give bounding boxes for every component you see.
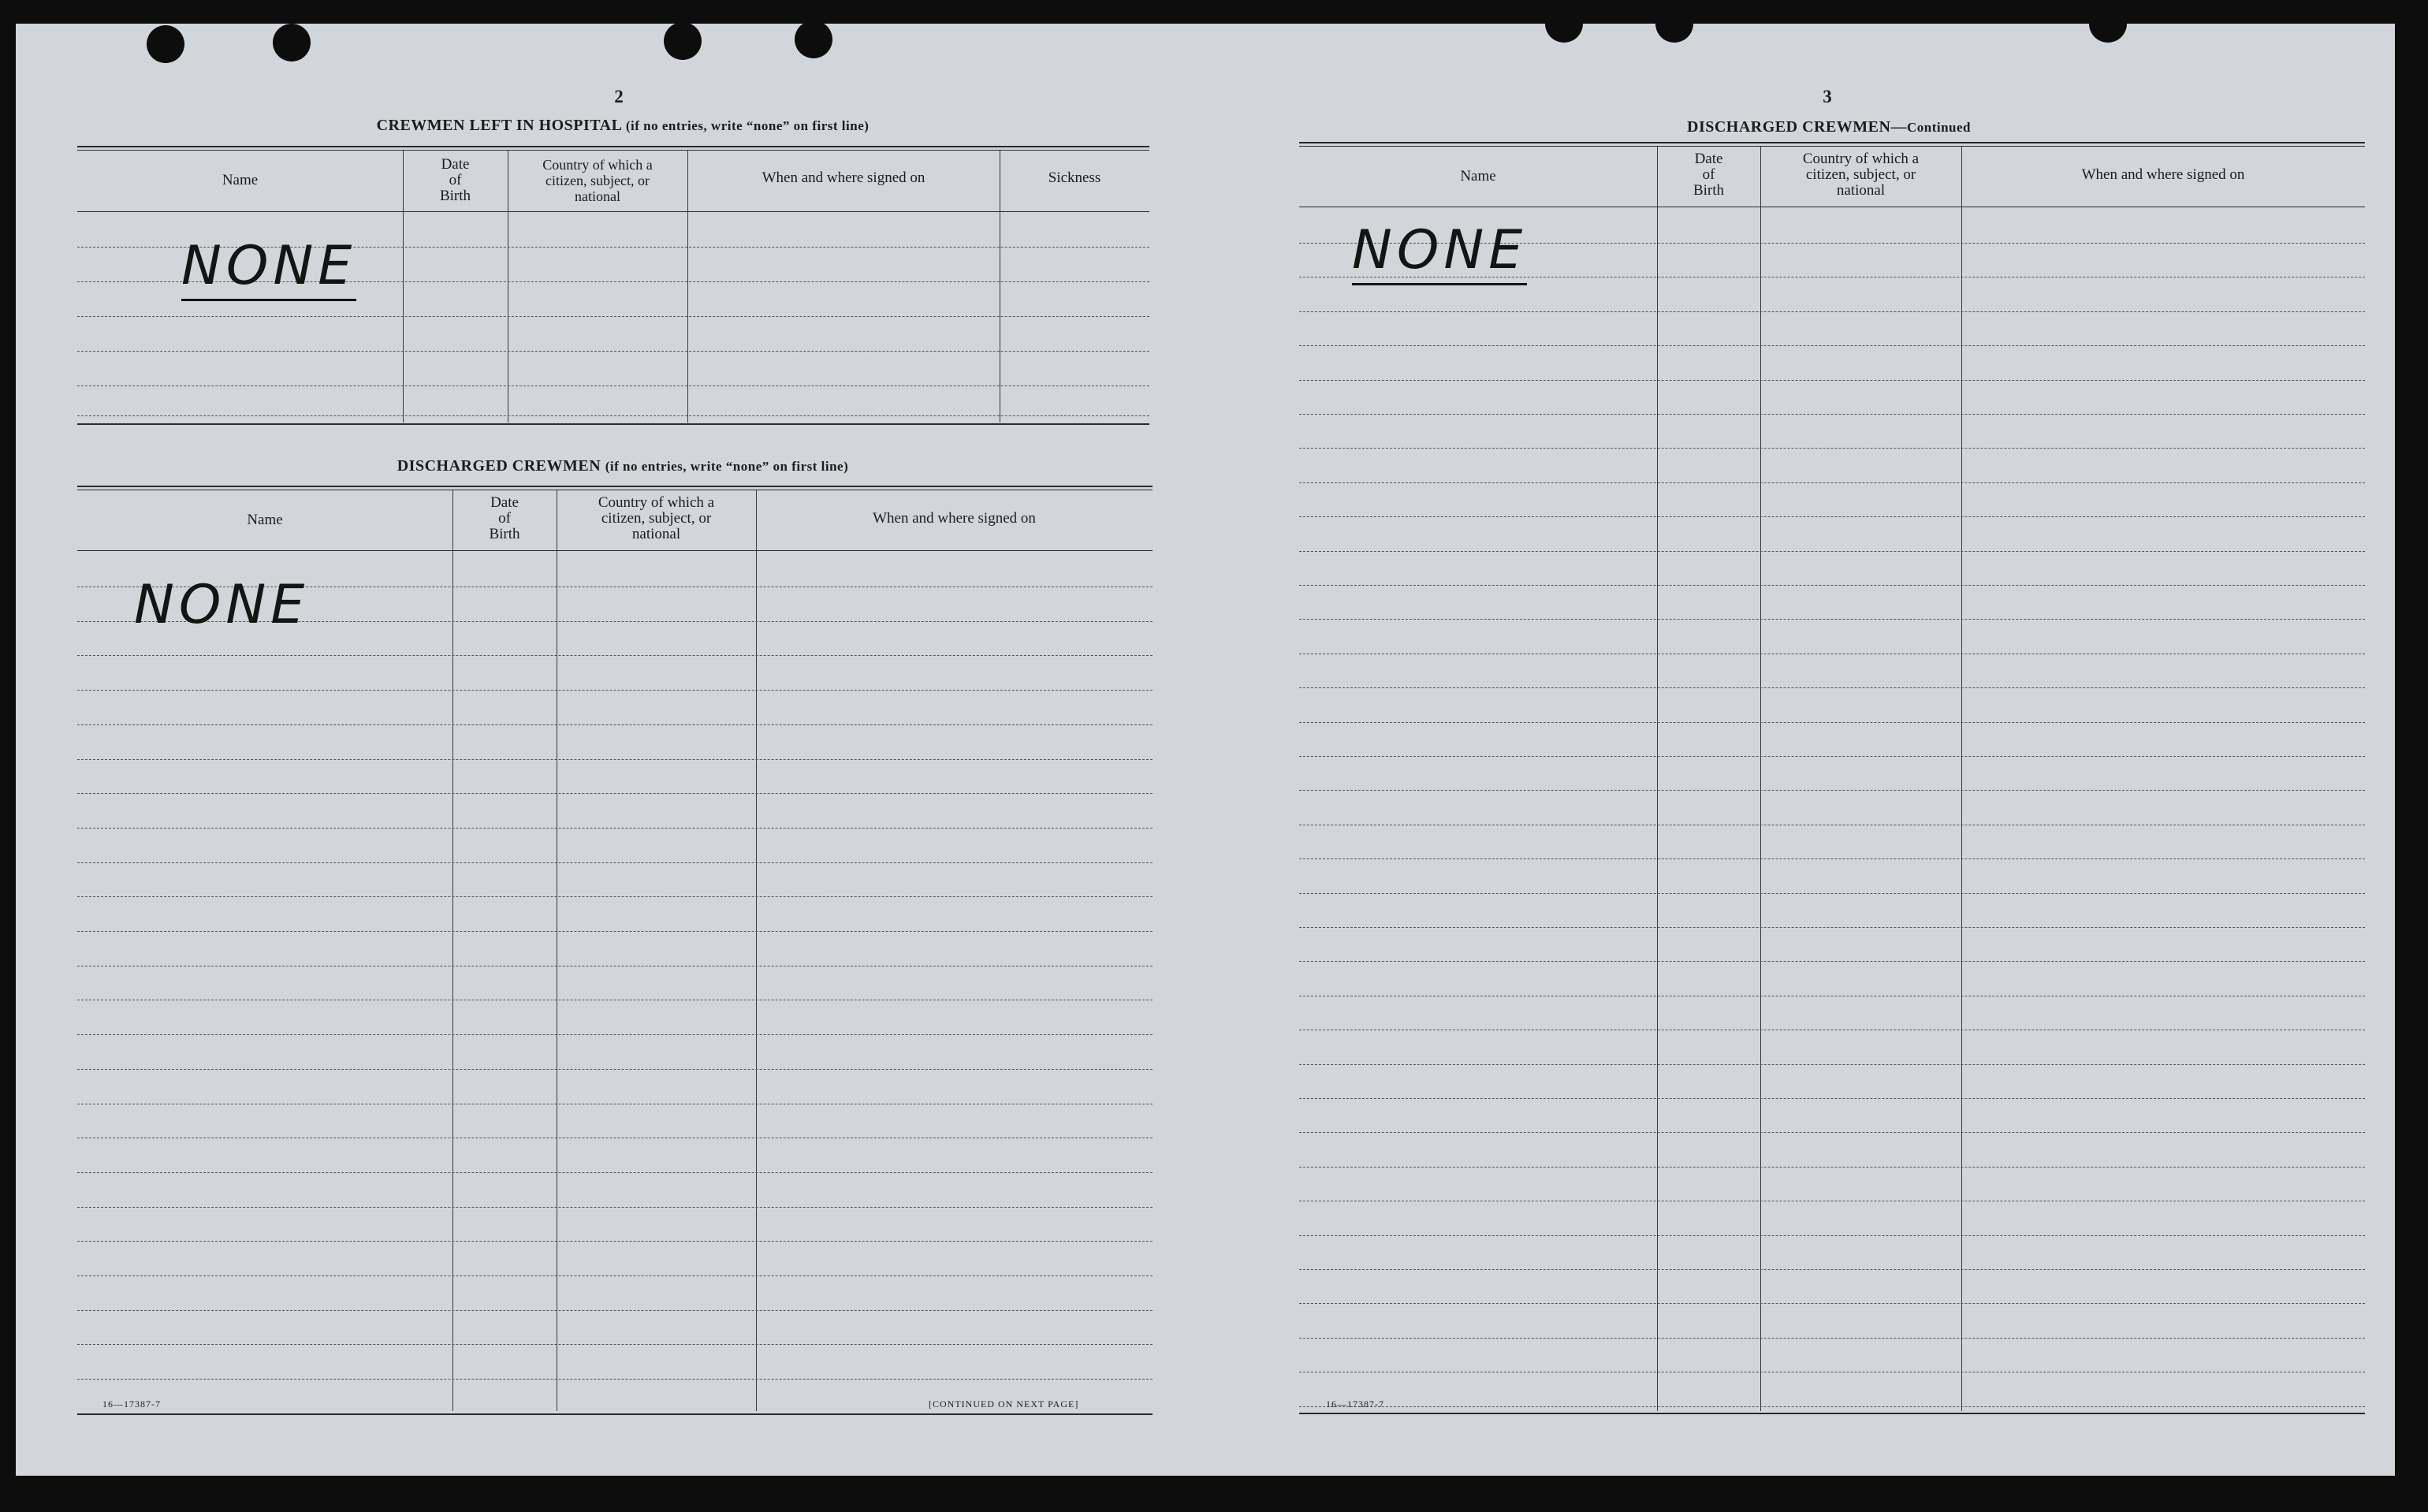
table-row-rule: [1299, 311, 2365, 312]
discharged-continued-table: [1299, 142, 2365, 1416]
handwritten-entry: NONE: [181, 235, 356, 301]
table-row-rule: [77, 1344, 1153, 1345]
table-row-rule: [1299, 1098, 2365, 1099]
column-header-name: Name: [247, 512, 283, 528]
table-row-rule: [77, 690, 1153, 691]
table-bottom-rule: [1299, 1413, 2365, 1414]
table-bottom-rule: [77, 423, 1149, 425]
column-divider: [1657, 147, 1658, 1411]
document-sheet: [16, 24, 2395, 1476]
hospital-title-text: CREWMEN LEFT IN HOSPITAL: [376, 117, 622, 134]
column-header-signed-on: When and where signed on: [2081, 166, 2245, 183]
column-header-date-of-birth: Date of Birth: [439, 156, 471, 204]
column-divider: [1961, 147, 1962, 1411]
table-row-rule: [77, 351, 1149, 352]
discharged-instruction: (if no entries, write “none” on first line): [605, 459, 849, 474]
column-header-country: Country of which a citizen, subject, or national: [1802, 151, 1920, 199]
punch-hole: [1545, 24, 1583, 43]
handwritten-entry: NONE: [134, 574, 310, 636]
table-row-rule: [1299, 448, 2365, 449]
table-row-rule: [77, 896, 1153, 897]
table-row-rule: [77, 1034, 1153, 1035]
table-row-rule: [1299, 1132, 2365, 1133]
column-header-name: Name: [1460, 168, 1496, 184]
column-header-signed-on: When and where signed on: [873, 510, 1036, 527]
discharged-title-text: DISCHARGED CREWMEN: [397, 457, 601, 475]
continued-title-suffix: Continued: [1906, 120, 1971, 135]
table-row-rule: [77, 1379, 1153, 1380]
punch-hole: [2089, 24, 2127, 43]
table-row-rule: [77, 862, 1153, 863]
continued-note: [CONTINUED ON NEXT PAGE]: [929, 1398, 1079, 1410]
page-number: 2: [614, 87, 624, 106]
punch-hole: [1655, 24, 1693, 43]
table-bottom-rule: [77, 1413, 1153, 1415]
header-rule: [77, 211, 1149, 212]
table-row-rule: [1299, 858, 2365, 859]
table-row-rule: [77, 1310, 1153, 1311]
table-row-rule: [1299, 551, 2365, 552]
table-top-rule: [77, 486, 1153, 490]
continued-section-title: [1277, 118, 2381, 136]
hospital-section-title: [79, 117, 1167, 135]
table-row-rule: [77, 385, 1149, 386]
table-row-rule: [1299, 345, 2365, 346]
table-row-rule: [1299, 722, 2365, 723]
column-header-date-of-birth: Date of Birth: [489, 494, 520, 542]
table-row-rule: [77, 1069, 1153, 1070]
discharged-section-title: [79, 457, 1167, 475]
table-row-rule: [77, 1207, 1153, 1208]
column-header-date-of-birth: Date of Birth: [1693, 151, 1725, 199]
table-row-rule: [77, 931, 1153, 932]
header-rule: [77, 550, 1153, 551]
column-divider: [1760, 147, 1761, 1411]
table-row-rule: [77, 655, 1153, 656]
table-row-rule: [1299, 1338, 2365, 1339]
table-row-rule: [77, 828, 1153, 829]
column-header-country: Country of which a citizen, subject, or national: [598, 494, 715, 542]
table-row-rule: [1299, 414, 2365, 415]
table-row-rule: [1299, 1235, 2365, 1236]
column-header-signed-on: When and where signed on: [762, 169, 925, 186]
table-row-rule: [77, 793, 1153, 794]
column-divider: [452, 490, 453, 1411]
table-row-rule: [1299, 927, 2365, 928]
form-number: 16—17387-7: [102, 1398, 161, 1410]
punch-hole: [795, 20, 832, 58]
page-number: 3: [1823, 87, 1832, 106]
hospital-instruction: (if no entries, write “none” on first line): [625, 118, 870, 133]
table-row-rule: [1299, 687, 2365, 688]
handwritten-entry: NONE: [1352, 219, 1527, 285]
punch-hole: [664, 22, 702, 60]
table-row-rule: [1299, 756, 2365, 757]
table-row-rule: [1299, 516, 2365, 517]
column-header-name: Name: [222, 172, 259, 188]
table-top-rule: [77, 146, 1149, 151]
continued-title-text: DISCHARGED CREWMEN—: [1687, 118, 1907, 136]
form-number: 16—17387-7: [1326, 1398, 1384, 1410]
table-row-rule: [77, 1172, 1153, 1173]
column-divider: [756, 490, 757, 1411]
table-row-rule: [77, 759, 1153, 760]
table-row-rule: [77, 316, 1149, 317]
punch-hole: [147, 25, 184, 63]
table-row-rule: [1299, 961, 2365, 962]
column-header-sickness: Sickness: [1048, 169, 1101, 186]
table-row-rule: [77, 724, 1153, 725]
table-row-rule: [1299, 1269, 2365, 1270]
table-row-rule: [77, 1241, 1153, 1242]
table-row-rule: [1299, 380, 2365, 381]
table-top-rule: [1299, 142, 2365, 147]
table-row-rule: [1299, 1406, 2365, 1407]
table-row-rule: [77, 415, 1149, 416]
table-row-rule: [1299, 1064, 2365, 1065]
punch-hole: [273, 24, 311, 61]
table-row-rule: [1299, 893, 2365, 894]
column-divider: [687, 151, 688, 423]
table-row-rule: [1299, 1167, 2365, 1168]
column-header-country: Country of which a citizen, subject, or national: [542, 157, 653, 204]
table-row-rule: [1299, 619, 2365, 620]
table-row-rule: [1299, 482, 2365, 483]
table-row-rule: [1299, 1303, 2365, 1304]
table-row-rule: [1299, 790, 2365, 791]
table-row-rule: [1299, 585, 2365, 586]
